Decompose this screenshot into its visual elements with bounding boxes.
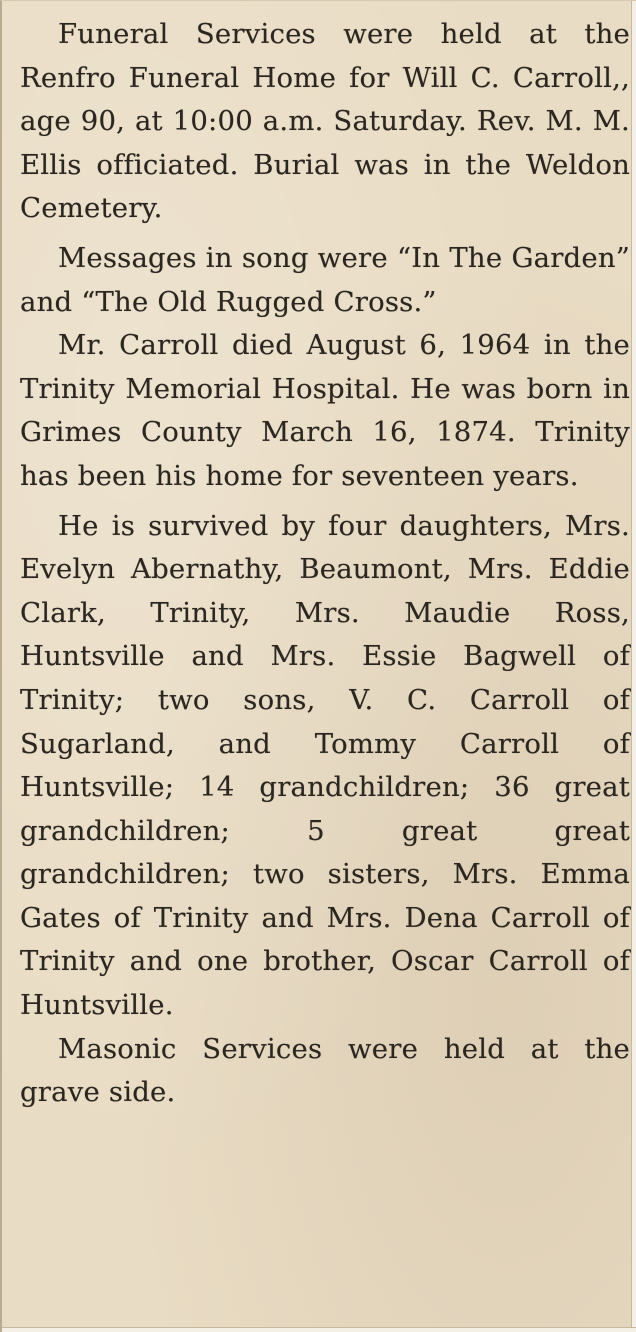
paragraph-funeral-services: Funeral Services were held at the Renfro Funeral Home for Will C. Carroll,, age 90, at 10:00 a.m. Saturday. Rev. M. M. Ellis officiated. Burial was in the Weldon Cemetery. <box>20 18 630 225</box>
paragraph-masonic-services: Masonic Services were held at the grave side. <box>20 1032 630 1109</box>
paragraph-death-and-birth: Mr. Carroll died August 6, 1964 in the Trinity Memorial Hospital. He was born in Grimes County March 16, 1874. Trinity has been his home for seventeen years. <box>20 329 630 492</box>
clipping-right-edge <box>631 1 636 1332</box>
paragraph-survivors: He is survived by four daughters, Mrs. Evelyn Abernathy, Beaumont, Mrs. Eddie Clark, Trinity, Mrs. Maudie Ross, Huntsville and Mrs. Essie Bagwell of Trinity; two sons, V. C. Carroll of Sugarland, and Tommy Carroll of Huntsville; 14 grandchildren; 36 great grandchildren; 5 great great grandchildren; two sisters, Mrs. Emma Gates of Trinity and Mrs. Dena Carroll of Trinity and one brother, Oscar Carroll of Huntsville. <box>20 509 630 1022</box>
obituary-article <box>20 13 630 1115</box>
clipping-bottom-edge <box>2 1327 636 1332</box>
paragraph-messages-in-song: Messages in song were “In The Garden” and “The Old Rugged Cross.” <box>20 241 630 318</box>
